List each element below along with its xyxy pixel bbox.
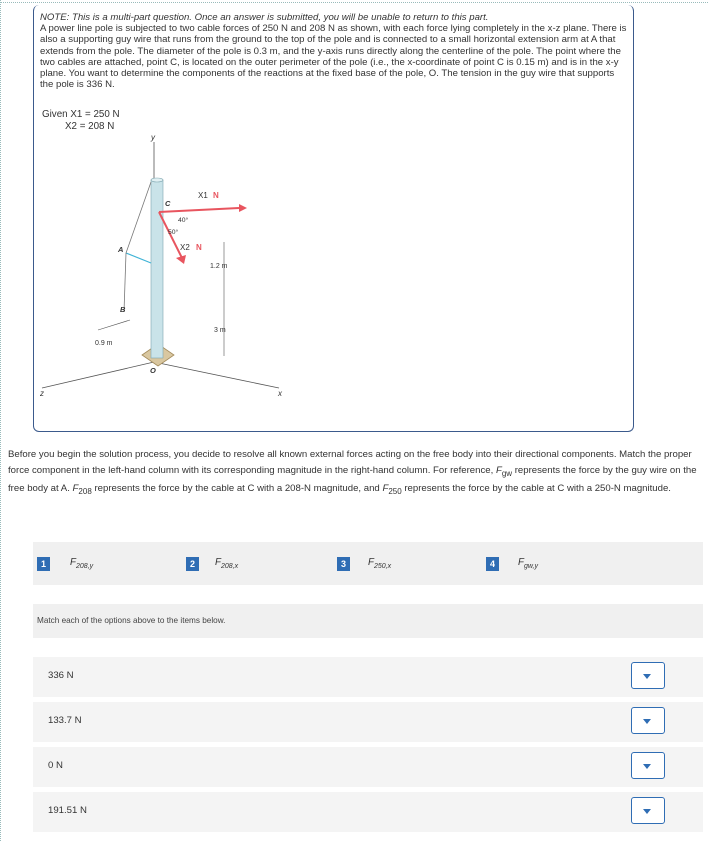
option-4[interactable]	[486, 542, 538, 585]
force-x1-label: X1	[198, 191, 208, 200]
dim-0-9m-line	[98, 320, 130, 330]
point-b-label: B	[120, 305, 126, 314]
option-label: $F_{250,x}$	[368, 557, 392, 570]
option-1[interactable]	[37, 542, 93, 585]
chevron-down-icon	[643, 764, 651, 769]
match-item-1	[33, 657, 703, 697]
force-x1-arrow	[159, 208, 239, 212]
option-number: 3	[337, 557, 350, 571]
dim-0-9m-label: 0.9 m	[95, 340, 113, 347]
option-number: 2	[186, 557, 199, 571]
match-item-3	[33, 747, 703, 787]
dim-3m-label: 3 m	[214, 327, 226, 334]
guy-wire-top	[126, 182, 151, 253]
intro-text: Before you begin the solution process, you decide to resolve all known external forces acting on the free body into their directional components. Match the proper force component in the left-hand column with its corresponding magnitude in the right-hand column. For reference, $F_{gw}$ represents the force by the guy wire on the free body at A. $F_{208}$ represents the force by the cable at C with a 208-N magnitude, and $F_{250}$ represents the force by the cable at C with a 250-N magnitude.	[8, 449, 697, 496]
chevron-down-icon	[643, 809, 651, 814]
match-instruction-bar	[33, 604, 703, 638]
given-x1: Given X1 = 250 N	[42, 109, 120, 120]
angle-50-label: 50°	[168, 229, 179, 236]
option-label: $F_{gw,y}$	[518, 557, 538, 570]
point-o-label: O	[150, 366, 156, 375]
match-instruction: Match each of the options above to the items below.	[37, 616, 226, 625]
option-label: $F_{208,x}$	[215, 557, 239, 570]
frame-border-left	[0, 0, 3, 841]
option-2[interactable]	[186, 542, 238, 585]
point-c-label: C	[165, 199, 171, 208]
option-label: $F_{208,y}$	[70, 557, 94, 570]
dim-1-2m-label: 1.2 m	[210, 263, 228, 270]
x-axis-label: x	[278, 389, 282, 398]
z-axis-line	[42, 362, 154, 388]
frame-border-top	[0, 2, 708, 3]
given-x2: X2 = 208 N	[65, 121, 115, 132]
option-3[interactable]	[337, 542, 391, 585]
match-item-2	[33, 702, 703, 742]
guy-wire-bottom	[124, 253, 126, 312]
question-body: A power line pole is subjected to two cable forces of 250 N and 208 N as shown, with each force lying completely in the x-z plane. There is also a supporting guy wire that runs from the ground to the top of the pole and is connected to a small horizontal extension arm at A that extends from the pole. The diameter of the pole is 0.3 m, and the y-axis runs directly along the centerline of the pole. The point where the two cables are attached, point C, is located on the outer perimeter of the pole (i.e., the x-coordinate of point C is 0.15 m) and is in the x-y plane. You want to determine the components of the reactions at the fixed base of the pole, O. The tension in the guy wire that supports the pole is 336 N.	[40, 23, 627, 91]
question-note: NOTE: This is a multi-part question. Once an answer is submitted, you will be unable to return to this part.	[40, 12, 489, 23]
match-item-4	[33, 792, 703, 832]
pole	[151, 180, 163, 358]
item-value: 191.51 N	[48, 805, 87, 816]
item-value: 133.7 N	[48, 715, 82, 726]
item-value: 0 N	[48, 760, 63, 771]
option-number: 4	[486, 557, 499, 571]
pole-figure	[34, 130, 614, 420]
force-x2-label: X2	[180, 243, 190, 252]
answer-dropdown-1[interactable]	[631, 662, 665, 689]
answer-dropdown-4[interactable]	[631, 797, 665, 824]
point-a-label: A	[118, 245, 124, 254]
options-bar	[33, 542, 703, 585]
z-axis-label: z	[40, 389, 44, 398]
y-axis-label: y	[151, 133, 155, 142]
extension-arm	[126, 253, 151, 263]
question-text	[40, 12, 630, 90]
force-x2-unit: N	[196, 243, 202, 252]
force-x1-unit: N	[213, 191, 219, 200]
item-value: 336 N	[48, 670, 74, 681]
answer-dropdown-3[interactable]	[631, 752, 665, 779]
option-number: 1	[37, 557, 50, 571]
chevron-down-icon	[643, 719, 651, 724]
answer-dropdown-2[interactable]	[631, 707, 665, 734]
chevron-down-icon	[643, 674, 651, 679]
x-axis-line	[154, 362, 279, 388]
angle-40-label: 40°	[178, 217, 189, 224]
